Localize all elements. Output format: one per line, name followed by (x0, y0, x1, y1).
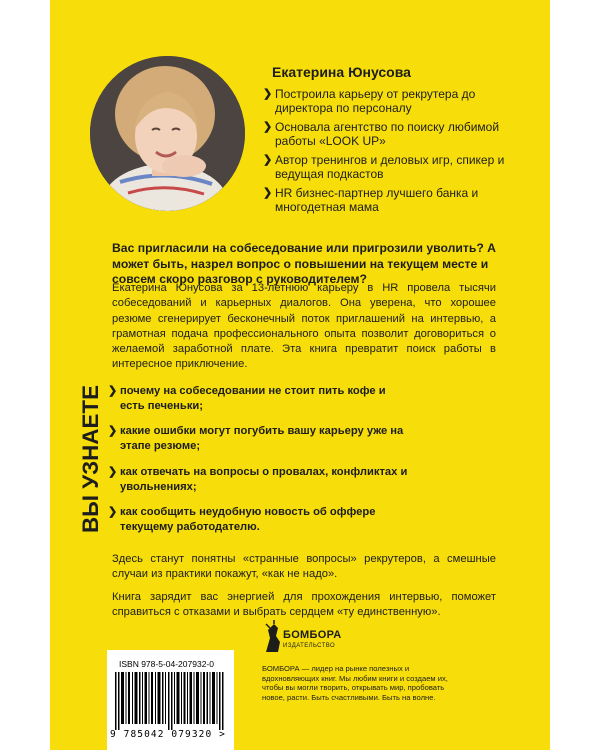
author-feature-text: Автор тренингов и деловых игр, спикер и ведущая подкастов (275, 153, 505, 181)
arrow-icon: ❯ (108, 425, 118, 437)
arrow-icon: ❯ (108, 506, 118, 518)
publisher-name: БОМБОРА (283, 629, 342, 641)
barcode-image (115, 672, 227, 730)
arrow-icon: ❯ (108, 385, 118, 397)
barcode-block (107, 650, 234, 750)
author-feature-3 (263, 153, 505, 181)
isbn-text: ISBN 978-5-04-207932-0 (119, 659, 214, 669)
learn-item-text: какие ошибки могут погубить вашу карьеру уже на этапе резюме; (120, 425, 404, 452)
description-paragraph: Екатерина Юнусова за 13-летнюю карьеру в HR провела тысячи собеседований и карьерных диалогов. Она уверена, что хорошее резюме сгенерирует бесконечный поток приглашений на интервью, а грамотная подача профессионального опыта позволит договориться о желаемой заработной плате. Эта книга превратит поиск работы в интересное приключение. (112, 282, 496, 371)
author-feature-1 (263, 87, 505, 115)
arrow-icon: ❯ (263, 187, 273, 199)
author-feature-2 (263, 120, 505, 148)
lead-paragraph: Вас пригласили на собеседование или пригрозили уволить? А может быть, назрел вопрос о повышении на текущем месте и совсем скоро разговор с руководителем? (112, 241, 496, 287)
learn-item-text: как сообщить неудобную новость об оффере текущему работодателю. (120, 506, 376, 533)
paragraph-energy: Книга зарядит вас энергией для прохождения интервью, поможет справиться с отказами и выбрать сердцем «ту единственную». (112, 591, 496, 619)
publisher-description: БОМБОРА — лидер на рынке полезных и вдохновляющих книг. Мы любим книги и создаем их, чтобы вы могли творить, открывать мир, пробовать новое, расти. Быть счастливыми. Быть на волне. (262, 664, 448, 702)
author-feature-text: HR бизнес-партнер лучшего банка и многодетная мама (275, 186, 479, 214)
learn-heading (76, 383, 106, 533)
barcode-digits: 9 785042 079320 > (110, 729, 226, 740)
learn-item-text: как отвечать на вопросы о провалах, конфликтах и увольнениях; (120, 466, 408, 493)
learn-item-2 (108, 424, 410, 454)
author-photo (90, 56, 245, 211)
paragraph-questions: Здесь станут понятны «странные вопросы» рекрутеров, а смешные случаи из практики покажут, «как не надо». (112, 553, 496, 581)
author-feature-text: Построила карьеру от рекрутера до директора по персоналу (275, 87, 476, 115)
arrow-icon: ❯ (108, 466, 118, 478)
author-feature-text: Основала агентство по поиску любимой работы «LOOK UP» (275, 120, 500, 148)
arrow-icon: ❯ (263, 88, 273, 100)
arrow-icon: ❯ (263, 154, 273, 166)
publisher-subtitle: ИЗДАТЕЛЬСТВО (283, 643, 336, 649)
learn-item-4 (108, 505, 410, 535)
svg-text:ВЫ УЗНАЕТЕ: ВЫ УЗНАЕТЕ (78, 387, 103, 533)
learn-item-1 (108, 384, 410, 414)
arrow-icon: ❯ (263, 121, 273, 133)
learn-item-text: почему на собеседовании не стоит пить кофе и есть печеньки; (120, 385, 386, 412)
author-feature-4 (263, 186, 505, 214)
author-name: Екатерина Юнусова (272, 64, 411, 80)
learn-item-3 (108, 465, 410, 495)
